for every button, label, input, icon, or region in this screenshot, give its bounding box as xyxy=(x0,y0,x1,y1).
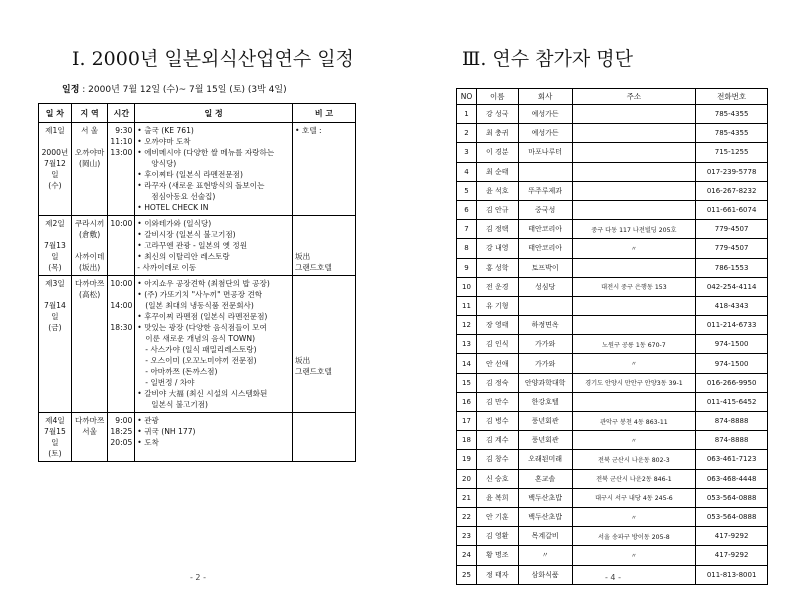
schedule-note-line: • 호텔 : xyxy=(294,126,322,135)
schedule-row xyxy=(39,276,356,413)
schedule-region-line: 다까마쯔 xyxy=(74,279,105,288)
schedule-item: • 귀국 (NH 177) xyxy=(137,427,196,436)
participant-row xyxy=(457,335,768,354)
participant-company: 성심당 xyxy=(518,277,572,296)
header-no: NO xyxy=(457,89,477,105)
participant-phone: 042-254-4114 xyxy=(696,277,768,296)
schedule-title: Ⅰ. 2000년 일본외식산업연수 일정 xyxy=(72,48,354,70)
schedule-row xyxy=(39,123,356,216)
participant-phone: 063-461-7123 xyxy=(696,450,768,469)
schedule-item: • 에비메시야 (다양한 쌀 메뉴를 자랑하는 xyxy=(137,148,275,157)
schedule-item: • 맛있는 광장 (다양한 음식점들이 모여 xyxy=(137,323,267,332)
schedule-day-line xyxy=(41,289,69,300)
participant-company: 한강호텔 xyxy=(518,392,572,411)
participant-row xyxy=(457,507,768,526)
schedule-day-line: 제2일 xyxy=(45,219,65,228)
schedule-time: 18:30 xyxy=(110,323,133,332)
participant-company: 가가와 xyxy=(518,335,572,354)
participant-no: 4 xyxy=(457,162,477,181)
schedule-note-cell xyxy=(292,123,355,216)
schedule-region-line: 오까야마 xyxy=(74,148,105,157)
schedule-note-line xyxy=(295,311,353,322)
schedule-time: 10:00 xyxy=(110,219,133,228)
header-address: 주소 xyxy=(572,89,696,105)
schedule-item: • 고라꾸엔 관광 - 일본의 옛 정원 xyxy=(137,241,248,250)
schedule-note-line: 坂出 xyxy=(294,252,311,261)
participant-name: 김 정숙 xyxy=(476,373,518,392)
participant-phone: 715-1255 xyxy=(696,143,768,162)
participant-no: 25 xyxy=(457,565,477,584)
participant-no: 20 xyxy=(457,469,477,488)
participant-no: 22 xyxy=(457,507,477,526)
schedule-day-line xyxy=(41,229,69,240)
schedule-item: - 사까이데로 이동 xyxy=(137,263,197,272)
schedule-time xyxy=(110,311,132,322)
participant-phone: 011-813-8001 xyxy=(696,565,768,584)
participant-address xyxy=(572,200,696,219)
participant-name: 윤 복희 xyxy=(476,488,518,507)
participant-list-title: Ⅲ. 연수 참가자 명단 xyxy=(462,48,633,70)
schedule-day-line: 제3일 xyxy=(45,279,65,288)
participant-company: 백두산초밥 xyxy=(518,507,572,526)
schedule-item: - 오스이미 (오꼬노미야끼 전문점) xyxy=(145,356,257,365)
schedule-region-line: 사까이데 xyxy=(74,252,105,261)
schedule-day-line: (금) xyxy=(48,323,62,332)
schedule-time: 9:30 xyxy=(115,126,133,135)
participant-name: 김 안규 xyxy=(476,200,518,219)
participant-phone: 418-4343 xyxy=(696,296,768,315)
participant-company: 오래된미래 xyxy=(518,450,572,469)
participant-no: 8 xyxy=(457,239,477,258)
schedule-item: • 라꾸자 (새로운 표현방식의 돌보이는 xyxy=(137,181,265,190)
schedule-note-line xyxy=(295,218,353,229)
participant-phone: 011-661-6074 xyxy=(696,200,768,219)
participant-company: 풍년회관 xyxy=(518,412,572,431)
participant-company: 중국성 xyxy=(518,200,572,219)
participant-name: 안 기훈 xyxy=(476,507,518,526)
participant-phone: 974-1500 xyxy=(696,335,768,354)
participant-row xyxy=(457,354,768,373)
participant-no: 1 xyxy=(457,105,477,124)
schedule-note-line xyxy=(295,300,353,311)
participant-company xyxy=(518,296,572,315)
schedule-region-cell xyxy=(71,123,108,216)
participant-name: 이 경분 xyxy=(476,143,518,162)
participant-address: 대구시 서구 내당 4동 245-6 xyxy=(572,488,696,507)
page-number-left: - 2 - xyxy=(190,573,206,582)
schedule-region-line: 서울 xyxy=(82,427,97,436)
participant-company: 목계갈비 xyxy=(518,527,572,546)
participant-no: 21 xyxy=(457,488,477,507)
schedule-region-cell xyxy=(71,413,108,462)
participant-address xyxy=(572,181,696,200)
participant-phone: 053-564-0888 xyxy=(696,488,768,507)
participant-row xyxy=(457,316,768,335)
schedule-row xyxy=(39,413,356,462)
participant-phone: 017-239-5778 xyxy=(696,162,768,181)
participant-address: 전북 군산시 나운동 802-3 xyxy=(572,450,696,469)
participant-body xyxy=(457,105,768,585)
participant-address: 〃 xyxy=(572,239,696,258)
schedule-items-cell xyxy=(135,123,293,216)
participant-company xyxy=(518,162,572,181)
schedule-region-line: (倉敷) xyxy=(79,230,101,239)
participant-address xyxy=(572,143,696,162)
participant-phone: 011-415-6452 xyxy=(696,392,768,411)
schedule-note-line xyxy=(295,333,353,344)
schedule-day-line: 7월13일 xyxy=(43,241,66,261)
participant-no: 3 xyxy=(457,143,477,162)
schedule-region-line xyxy=(74,240,106,251)
schedule-item: 점심아동요 선술집) xyxy=(151,192,216,201)
schedule-item: 일본식 불고기점) xyxy=(151,400,209,409)
participant-address xyxy=(572,296,696,315)
participant-name: 유 기형 xyxy=(476,296,518,315)
schedule-time: 18:25 xyxy=(110,427,133,436)
header-schedule: 일 정 xyxy=(135,104,293,123)
participant-row xyxy=(457,469,768,488)
schedule-region-line: 다까마쯔 xyxy=(74,416,105,425)
participant-phone: 874-8888 xyxy=(696,412,768,431)
participant-name: 정 태자 xyxy=(476,565,518,584)
schedule-note-line: 그랜드호텔 xyxy=(294,367,332,376)
schedule-items-cell xyxy=(135,413,293,462)
schedule-day-cell xyxy=(39,413,72,462)
schedule-day-cell xyxy=(39,216,72,276)
participant-row xyxy=(457,181,768,200)
schedule-note-cell xyxy=(292,276,355,413)
schedule-time: 20:05 xyxy=(110,438,133,447)
participant-row xyxy=(457,546,768,565)
schedule-time: 10:00 xyxy=(110,279,133,288)
header-region: 지 역 xyxy=(71,104,108,123)
header-time: 시간 xyxy=(108,104,135,123)
schedule-body xyxy=(39,123,356,462)
participant-name: 윤 석호 xyxy=(476,181,518,200)
schedule-time-cell xyxy=(108,123,135,216)
participant-name: 강 내영 xyxy=(476,239,518,258)
participant-no: 15 xyxy=(457,373,477,392)
participant-no: 23 xyxy=(457,527,477,546)
schedule-day-line xyxy=(41,136,69,147)
schedule-note-cell xyxy=(292,216,355,276)
participant-no: 16 xyxy=(457,392,477,411)
participant-name: 김 영환 xyxy=(476,527,518,546)
schedule-region-cell xyxy=(71,216,108,276)
participant-name: 신 승호 xyxy=(476,469,518,488)
participant-name: 강 성국 xyxy=(476,105,518,124)
schedule-item: • 갈비시장 (일본식 불고기점) xyxy=(137,230,236,239)
participant-row xyxy=(457,258,768,277)
participant-row xyxy=(457,200,768,219)
schedule-note-line xyxy=(295,229,353,240)
schedule-note-cell xyxy=(292,413,355,462)
participant-row xyxy=(457,412,768,431)
participant-no: 17 xyxy=(457,412,477,431)
schedule-day-line: 7월14일 xyxy=(43,301,66,321)
participant-company: 하정면옥 xyxy=(518,316,572,335)
participant-phone: 016-266-9950 xyxy=(696,373,768,392)
schedule-time xyxy=(110,289,132,300)
schedule-region-line: 쿠라시끼 xyxy=(74,219,105,228)
participant-phone: 417-9292 xyxy=(696,527,768,546)
schedule-item: (일본 최대의 냉동식품 전문회사) xyxy=(145,301,254,310)
header-day: 일 차 xyxy=(39,104,72,123)
participant-header-row xyxy=(457,89,768,105)
participant-row xyxy=(457,124,768,143)
participant-company: 예성가든 xyxy=(518,124,572,143)
schedule-item: 이룬 새로운 개념의 음식 TOWN) xyxy=(145,334,256,343)
participant-company: 예성가든 xyxy=(518,105,572,124)
participant-address xyxy=(572,124,696,143)
participant-row xyxy=(457,296,768,315)
schedule-region-line: (高松) xyxy=(79,290,101,299)
schedule-item: • 후이찌타 (일본식 라멘전문점) xyxy=(137,170,243,179)
schedule-day-line: 제4일 xyxy=(45,416,65,425)
schedule-time-cell xyxy=(108,216,135,276)
schedule-date-range: : 2000년 7월 12일 (수)~ 7월 15일 (토) (3박 4일) xyxy=(82,85,287,95)
participant-company: 삼화식품 xyxy=(518,565,572,584)
participant-address: 관악구 봉천 4동 863-11 xyxy=(572,412,696,431)
participant-company: 혼교솔 xyxy=(518,469,572,488)
schedule-day-line: (수) xyxy=(48,181,62,190)
participant-phone: 779-4507 xyxy=(696,239,768,258)
participant-address: 노원구 공릉 1동 670-7 xyxy=(572,335,696,354)
participant-company: 태안코리아 xyxy=(518,220,572,239)
participant-phone: 053-564-0888 xyxy=(696,507,768,526)
participant-no: 10 xyxy=(457,277,477,296)
participant-name: 김 인식 xyxy=(476,335,518,354)
schedule-row xyxy=(39,216,356,276)
schedule-item: • 아지쇼우 공장견학 (최첨단의 밥 공장) xyxy=(137,279,270,288)
schedule-note-line xyxy=(295,289,353,300)
page-number-right: - 4 - xyxy=(605,573,621,582)
participant-row xyxy=(457,143,768,162)
participant-name: 장 영태 xyxy=(476,316,518,335)
participant-company: 토프박이 xyxy=(518,258,572,277)
participant-no: 5 xyxy=(457,181,477,200)
participant-row xyxy=(457,220,768,239)
schedule-note-line xyxy=(295,322,353,333)
schedule-item: 양식당) xyxy=(151,159,177,168)
participant-no: 14 xyxy=(457,354,477,373)
participant-row xyxy=(457,431,768,450)
participant-name: 김 만수 xyxy=(476,392,518,411)
participant-company: 풍년회관 xyxy=(518,431,572,450)
participant-name: 최 순태 xyxy=(476,162,518,181)
participant-address xyxy=(572,105,696,124)
participant-no: 7 xyxy=(457,220,477,239)
participant-address xyxy=(572,258,696,277)
participant-row xyxy=(457,277,768,296)
participant-company: 〃 xyxy=(518,546,572,565)
participant-phone: 786-1553 xyxy=(696,258,768,277)
participant-name: 최 충귀 xyxy=(476,124,518,143)
schedule-day-line: 2000년 xyxy=(41,148,69,157)
participant-phone: 779-4507 xyxy=(696,220,768,239)
participant-address: 경기도 안양시 만안구 안양3동 39-1 xyxy=(572,373,696,392)
schedule-time: 13:00 xyxy=(110,148,133,157)
participant-no: 2 xyxy=(457,124,477,143)
schedule-item: - 사스가야 (일식 패밀리레스토랑) xyxy=(145,345,257,354)
participant-phone: 874-8888 xyxy=(696,431,768,450)
participant-address xyxy=(572,316,696,335)
participant-name: 김 정택 xyxy=(476,220,518,239)
participant-address: 〃 xyxy=(572,546,696,565)
schedule-note-line: 坂出 xyxy=(294,356,311,365)
participant-no: 11 xyxy=(457,296,477,315)
participant-phone: 974-1500 xyxy=(696,354,768,373)
participant-no: 24 xyxy=(457,546,477,565)
participant-company: 뚜주루제과 xyxy=(518,181,572,200)
participant-name: 김 계수 xyxy=(476,431,518,450)
participant-row xyxy=(457,488,768,507)
header-note: 비 고 xyxy=(292,104,355,123)
participant-row xyxy=(457,392,768,411)
schedule-item: • 갈비야 大福 (최신 시설의 시스템화된 xyxy=(137,389,268,398)
participant-no: 9 xyxy=(457,258,477,277)
schedule-item: • 관광 xyxy=(137,416,159,425)
schedule-region-cell xyxy=(71,276,108,413)
participant-address: 전북 군산시 나운2동 846-1 xyxy=(572,469,696,488)
schedule-item: • 도착 xyxy=(137,438,159,447)
schedule-day-line: 제1일 xyxy=(45,126,65,135)
participant-no: 19 xyxy=(457,450,477,469)
schedule-region-line xyxy=(74,136,106,147)
schedule-note-line xyxy=(295,278,353,289)
schedule-region-line: (坂出) xyxy=(79,263,101,272)
header-name: 이름 xyxy=(476,89,518,105)
schedule-item: • 이와테가와 (일식당) xyxy=(137,219,212,228)
participant-no: 13 xyxy=(457,335,477,354)
participant-row xyxy=(457,450,768,469)
participant-company: 태안코리아 xyxy=(518,239,572,258)
schedule-item: • (주) 가또기치 "사누끼" 면공장 견학 xyxy=(137,290,263,299)
schedule-day-line: 7월12일 xyxy=(43,159,66,179)
participant-phone: 785-4355 xyxy=(696,124,768,143)
participant-no: 18 xyxy=(457,431,477,450)
participant-phone: 417-9292 xyxy=(696,546,768,565)
participant-name: 김 창수 xyxy=(476,450,518,469)
schedule-note-line xyxy=(295,240,353,251)
header-company: 회사 xyxy=(518,89,572,105)
participant-address: 〃 xyxy=(572,507,696,526)
participant-address xyxy=(572,565,696,584)
schedule-day-line: 7월15일 xyxy=(43,427,66,447)
schedule-time-cell xyxy=(108,413,135,462)
schedule-item: • 오까야마 도착 xyxy=(137,137,191,146)
participant-no: 6 xyxy=(457,200,477,219)
schedule-time: 9:00 xyxy=(115,416,133,425)
schedule-item: - 일번정 / 차야 xyxy=(145,378,195,387)
participant-row xyxy=(457,527,768,546)
participant-address: 서울 송파구 방이동 205-8 xyxy=(572,527,696,546)
schedule-items-cell xyxy=(135,216,293,276)
participant-name: 김 병수 xyxy=(476,412,518,431)
schedule-day-cell xyxy=(39,123,72,216)
participant-address: 〃 xyxy=(572,354,696,373)
schedule-day-cell xyxy=(39,276,72,413)
header-phone: 전화번호 xyxy=(696,89,768,105)
participant-phone: 063-468-4448 xyxy=(696,469,768,488)
schedule-item: • HOTEL CHECK IN xyxy=(137,203,209,212)
participant-row xyxy=(457,105,768,124)
participant-row xyxy=(457,239,768,258)
participant-name: 홍 성학 xyxy=(476,258,518,277)
participant-address: 대전시 중구 은행동 153 xyxy=(572,277,696,296)
schedule-item: - 아마까쯔 (돈까스점) xyxy=(145,367,218,376)
schedule-note-line xyxy=(295,344,353,355)
participant-address: 〃 xyxy=(572,431,696,450)
schedule-dates xyxy=(62,82,287,95)
participant-phone: 011-214-6733 xyxy=(696,316,768,335)
participant-name: 황 명조 xyxy=(476,546,518,565)
participant-address: 중구 다동 117 나전빌딩 205호 xyxy=(572,220,696,239)
schedule-time-cell xyxy=(108,276,135,413)
schedule-day-line: (목) xyxy=(48,263,62,272)
schedule-table xyxy=(38,103,356,462)
schedule-item: • 후꾸이찌 라멘점 (일본식 라멘전문점) xyxy=(137,312,268,321)
participant-address xyxy=(572,392,696,411)
schedule-note-line: 그랜드호텔 xyxy=(294,263,332,272)
schedule-day-line: (토) xyxy=(48,449,62,458)
participant-name: 전 운경 xyxy=(476,277,518,296)
schedule-item: • 최신의 이탈리안 레스토랑 xyxy=(137,252,230,261)
participant-row xyxy=(457,162,768,181)
participant-company: 백두산초밥 xyxy=(518,488,572,507)
participant-row xyxy=(457,373,768,392)
schedule-header-row xyxy=(39,104,356,123)
participant-company: 안양과학대학 xyxy=(518,373,572,392)
schedule-time: 11:10 xyxy=(110,137,133,146)
participant-phone: 785-4355 xyxy=(696,105,768,124)
participant-phone: 016-267-8232 xyxy=(696,181,768,200)
participant-no: 12 xyxy=(457,316,477,335)
schedule-time: 14:00 xyxy=(110,301,133,310)
schedule-items-cell xyxy=(135,276,293,413)
schedule-region-line: (岡山) xyxy=(79,159,101,168)
participant-name: 안 선애 xyxy=(476,354,518,373)
participant-company: 마포나루터 xyxy=(518,143,572,162)
participant-table xyxy=(456,88,768,585)
schedule-region-line: 서 울 xyxy=(81,126,99,135)
participant-company: 가가와 xyxy=(518,354,572,373)
participant-address xyxy=(572,162,696,181)
schedule-label: 일정 xyxy=(62,85,80,95)
schedule-item: • 출국 (KE 761) xyxy=(137,126,194,135)
